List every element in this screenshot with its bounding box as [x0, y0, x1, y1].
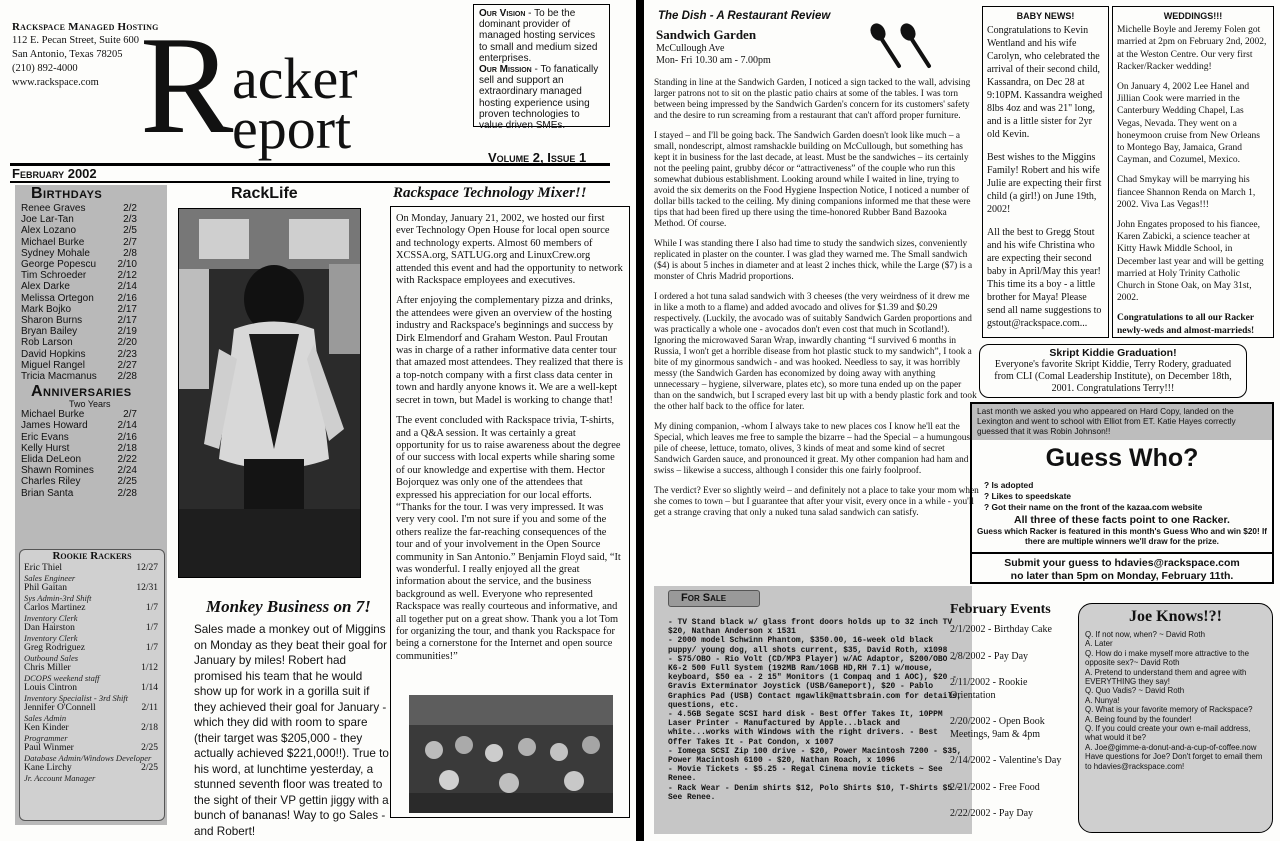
rookie-name: Greg Rodriguez [24, 643, 85, 653]
rookie-date: 2/25 [141, 743, 158, 753]
event-item: 2/14/2002 - Valentine's Day [950, 755, 1062, 766]
weddings-heading: WEDDINGS!!! [1163, 11, 1223, 21]
masthead-eport: eport [232, 96, 352, 161]
weddings-paragraph: John Engates proposed to his fiancee, Karen Zabicki, a science teacher at Kitty Hawk Middle School, in December last year and will be getting married at Holy Trinity Catholic Church in Stone Oak, on May 31st, 2002. [1117, 220, 1264, 304]
rookie-name: Chris Miller [24, 663, 71, 673]
baby-news-paragraph: Best wishes to the Miggins Family! Robert and his wife Julie are expecting their first child (a girl!) on June 19th, 2002! [987, 152, 1102, 215]
mixer-title: Rackspace Technology Mixer!! [393, 185, 587, 201]
event-item: 2/1/2002 - Birthday Cake [950, 624, 1052, 635]
mixer-paragraph: On Monday, January 21, 2002, we hosted our first ever Technology Open House for local open source and technology experts. Almost 60 members of XCSSA.org, SATLUG.org and LinuxCrew.org attended this event and had the opportunity to network with Rackspace employees and executives. [396, 213, 623, 287]
joe-line: Q. How do i make myself more attractive to the opposite sex?~ David Roth [1085, 648, 1250, 668]
rookie-title: Sys Admin-3rd Shift [24, 592, 92, 603]
baby-news-heading: BABY NEWS! [1016, 11, 1075, 21]
person-date: 2/7 [123, 236, 137, 248]
dish-review [654, 78, 979, 528]
person-name: Alex Darke [21, 281, 70, 293]
rookie-name: Eric Thiel [24, 563, 63, 573]
joe-line: A. Joe@gimme-a-donut-and-a-cup-of-coffee.now [1085, 742, 1257, 752]
rookie-date: 1/14 [141, 683, 158, 693]
list-item [15, 315, 167, 326]
guess-who-all-three: All three of these facts point to one Racker. [1014, 514, 1230, 526]
person-name: Tricia Macmanus [21, 371, 97, 383]
list-item [15, 270, 167, 281]
skript-kiddie-heading: Skript Kiddie Graduation! [1049, 347, 1177, 359]
list-item [20, 723, 164, 734]
list-item [20, 663, 164, 674]
guess-clue: ? Likes to speedskate [984, 491, 1072, 501]
joe-line: Q. Quo Vadis? ~ David Roth [1085, 686, 1185, 696]
list-item [15, 465, 167, 476]
guess-clue: ? Is adopted [984, 480, 1034, 490]
rookie-name: Dan Hairston [24, 623, 75, 633]
person-date: 2/28 [117, 487, 137, 499]
person-name: Kelly Hurst [21, 442, 70, 454]
list-item [20, 623, 164, 634]
event-item: 2/11/2002 - Rookie Orientation [950, 677, 1028, 701]
list-item [20, 703, 164, 714]
list-item [15, 371, 167, 382]
monkey-business-text: Sales made a monkey out of Miggins on Monday as they beat their goal for January by miles! Robert had promised his team that he would show up for work in a gorilla suit if they achieved their goal for January - which they did with room to spare (their target was $205,000 - they actually achieved $221,000!!). True to his word, at lunchtime yesterday, a stunned seventh floor was treated to the sight of their VP gettin jiggy with a bunch of bananas! Way to go Sales - and Robert! [194, 623, 389, 838]
rookie-title: Inventory Clerk [24, 612, 78, 623]
person-name: Charles Riley [21, 476, 81, 488]
rookie-date: 12/31 [136, 583, 158, 593]
person-date: 2/20 [117, 337, 137, 349]
guess-who-prize: Guess which Racker is featured in this month's Guess Who and win $20! If there are multiple winners we'll draw for the prize. [977, 527, 1267, 546]
february-events [946, 602, 1076, 834]
divider [10, 181, 610, 183]
issue-date: February 2002 [12, 166, 97, 181]
spoons-icon [866, 22, 936, 72]
person-date: 2/3 [123, 214, 137, 226]
restaurant-name: Sandwich Garden [656, 27, 757, 42]
joe-knows-list [1085, 630, 1266, 771]
person-name: Sharon Burns [21, 315, 83, 327]
list-item [15, 293, 167, 304]
event-item: 2/20/2002 - Open Book Meetings, 9am & 4pm [950, 716, 1045, 740]
person-name: Eric Evans [21, 431, 69, 443]
rookie-name: Louis Cintron [24, 683, 78, 693]
rookie-name: Phil Gaitan [24, 583, 68, 593]
person-date: 2/22 [117, 454, 137, 466]
company-name: Rackspace Managed Hosting [12, 21, 159, 33]
guess-who-submit [972, 552, 1272, 583]
person-date: 2/14 [117, 281, 137, 293]
weddings-paragraph: Michelle Boyle and Jeremy Folen got married at 2pm on February 2nd, 2002, at the Weston Centre. Our very first Racker/Racker wedding! [1117, 25, 1267, 72]
person-name: David Hopkins [21, 348, 86, 360]
for-sale-item: - Rack Wear - Denim shirts $12, Polo Shirts $10, T-Shirts $5 ~ See Renee. [668, 783, 962, 802]
joe-line: Q. If not now, when? ~ David Roth [1085, 630, 1205, 639]
guess-clue: ? Got their name on the front of the kazaa.com website [984, 502, 1203, 512]
vision-text: - To be the dominant provider of managed hosting services to small and medium sized enterprises. [479, 8, 598, 64]
list-item [15, 454, 167, 465]
list-item [15, 443, 167, 454]
guess-submit-line-1: Submit your guess to hdavies@rackspace.com [1004, 557, 1240, 569]
list-item [15, 488, 167, 499]
for-sale-list [668, 618, 966, 802]
person-name: Melissa Ortegon [21, 292, 94, 304]
right-page [644, 0, 1280, 841]
rookie-title: Sales Admin [24, 712, 67, 723]
rookie-name: Paul Winmer [24, 743, 74, 753]
rookie-title: Inventory Clerk [24, 632, 78, 643]
list-item [15, 259, 167, 270]
restaurant-street: McCullough Ave [656, 43, 725, 54]
issue-volume: Volume 2, Issue 1 [488, 150, 587, 165]
joe-line: A. Being found by the founder! [1085, 714, 1192, 724]
anniversaries-heading: Anniversaries [31, 383, 132, 401]
rookie-date: 1/12 [141, 663, 158, 673]
for-sale-item: - TV Stand black w/ glass front doors holds up to 32 inch TV $20, Nathan Anderson x 1531 [668, 618, 953, 637]
weddings-closing: Congratulations to all our Racker newly-weds and almost-marrieds! [1117, 313, 1255, 336]
for-sale-box [654, 586, 972, 834]
person-name: Tim Schroeder [21, 270, 87, 282]
company-phone: (210) 892-4000 [12, 63, 78, 74]
person-date: 2/23 [117, 348, 137, 360]
joe-line: A. Nunya! [1085, 695, 1120, 705]
review-paragraph: My dining companion, -whom I always take to new places cos I know he'll eat the Special, which leaves me free to sample the bizarre – had the Special – a humungous pile of cheese, lettuce, tomato, olives, 3 kinds of meat and some kind of secret Sandwich Garden sauce, and pronounced it great. My other companion had ham and swiss – likewise a success, although I consider this one fairly foolproof. [654, 422, 970, 476]
rookie-date: 1/7 [145, 603, 158, 613]
person-date: 2/19 [117, 326, 137, 338]
person-date: 2/25 [117, 476, 137, 488]
events-list [950, 624, 1072, 821]
rookie-title: DCOPS weekend staff [24, 672, 100, 683]
list-item [15, 409, 167, 420]
list-item [20, 583, 164, 594]
weddings-paragraph: On January 4, 2002 Lee Hanel and Jillian Cook were married in the Canterbury Wedding Chapel, Las Vegas, Nevada. They went on a honeymoon cruise from New Orleans to Montego Bay, Jamaica, Grand Cayman, and Cozumel, Mexico. [1117, 82, 1260, 166]
company-website: www.rackspace.com [12, 77, 99, 88]
vision-label: Our Vision [479, 8, 526, 19]
person-date: 2/17 [117, 303, 137, 315]
person-name: Michael Burke [21, 236, 85, 248]
person-name: Renee Graves [21, 203, 86, 214]
for-sale-item: - Iomega SCSI Zip 100 drive - $20, Power Macintosh 7200 - $35, Power Macintosh 6100 - $20, Nathan Roach, x 1096 [668, 746, 962, 766]
guess-who-last-month: Last month we asked you who appeared on Hard Copy, landed on the Lexington and went to school with Elliot from ET. Katie Hayes correctly guessed that it was Robin Johnson!! [972, 404, 1272, 440]
person-date: 2/16 [117, 431, 137, 443]
anniversaries-subheading: Two Years [69, 399, 111, 410]
guess-who-box [970, 402, 1274, 584]
list-item [15, 237, 167, 248]
birthdays-heading: Birthdays [31, 185, 103, 202]
list-item [20, 563, 164, 574]
list-item [20, 683, 164, 694]
restaurant-hours: Mon- Fri 10.30 am - 7.00pm [656, 55, 771, 66]
for-sale-item: - 4.5GB Segate SCSI hard disk - Best Offer Takes It, 10PPM Laser Printer - Manufactured by Apple...black and white...works with Windows with the right drivers. - Best Offer Takes It - Pat Condon, x 1007 [668, 710, 943, 747]
birthdays-sidebar [15, 185, 167, 825]
rookie-name: Kane Lirchy [24, 763, 72, 773]
masthead-logo [140, 8, 470, 163]
rookie-date: 2/11 [141, 703, 158, 713]
skript-kiddie-text: Everyone's favorite Skript Kiddie, Terry Rodery, graduated from CLI (Comal Leadership Institute), on December 18th, 2001. Congratulations Terry!!! [994, 359, 1232, 394]
rookie-date: 1/7 [145, 623, 158, 633]
person-name: Mark Bojko [21, 303, 72, 315]
person-date: 2/28 [117, 371, 137, 383]
guess-submit-line-2: no later than 5pm on Monday, February 11th. [1010, 570, 1234, 582]
person-date: 2/27 [117, 359, 137, 371]
person-date: 2/2 [123, 203, 137, 214]
mission-text: - To fanatically sell and support an extraordinary managed hosting experience using proven technologies to value driven SMEs. [479, 64, 599, 132]
rookie-title: Inventory Specialist - 3rd Shift [24, 692, 129, 703]
rookie-title: Jr. Account Manager [24, 772, 96, 783]
masthead-r: R [140, 8, 234, 163]
events-heading: February Events [950, 602, 1051, 617]
joe-line: Have questions for Joe? Don't forget to email them to hdavies@rackspace.com! [1085, 752, 1263, 771]
weddings-box [1112, 6, 1274, 338]
joe-line: Q. What is your favorite memory of Rackspace? [1085, 705, 1253, 715]
skript-kiddie-box [979, 344, 1247, 398]
rookie-title: Sales Engineer [24, 572, 76, 583]
event-item: 2/8/2002 - Pay Day [950, 650, 1029, 662]
list-item [20, 643, 164, 654]
list-item [15, 476, 167, 487]
person-date: 2/8 [123, 247, 137, 259]
review-paragraph: The verdict? Ever so slightly weird – and definitely not a place to take your mom when she comes to town – but I guarantee that after your visit, every once in a while - you'll get a strange craving that only a nuked tuna salad sandwich can satisfy. [654, 486, 979, 518]
gorilla-photo-graphic [179, 209, 361, 578]
person-date: 2/16 [117, 292, 137, 304]
rookie-title: Outbound Sales [24, 652, 79, 663]
person-name: Alex Lozano [21, 225, 77, 237]
list-item [15, 349, 167, 360]
rookie-name: Jennifer O'Connell [24, 703, 96, 713]
monkey-business-title: Monkey Business on 7! [206, 597, 371, 616]
list-item [15, 225, 167, 236]
person-name: Shawn Romines [21, 465, 94, 477]
rookie-date: 12/27 [136, 563, 158, 573]
list-item [20, 743, 164, 754]
rookie-date: 1/7 [145, 643, 158, 653]
mixer-paragraph: After enjoying the complementary pizza and drinks, the attendees were given an overview of the hosting industry and Rackspace's beginnings and success by Dirk Elmendorf and Graham Weston. Paul Froutan was in charge of a rather informative data center tour that amazed most attendees. They realized that there is a top-notch company with a first class data center in town and hardly anyone knows it. We are a well-kept secret in town, but Madel is working to change that! [396, 295, 623, 406]
for-sale-heading: For Sale [668, 590, 760, 607]
list-item [15, 326, 167, 337]
person-date: 2/18 [117, 442, 137, 454]
rookie-title: Programmer [24, 732, 68, 743]
rookie-date: 2/25 [141, 763, 158, 773]
person-date: 2/24 [117, 465, 137, 477]
company-address-1: 112 E. Pecan Street, Suite 600 [12, 35, 140, 46]
joe-line: A. Later [1085, 639, 1113, 649]
person-name: James Howard [21, 420, 88, 432]
person-name: Michael Burke [21, 409, 85, 421]
person-date: 2/10 [117, 259, 137, 271]
rookie-rackers-heading: Rookie Rackers [52, 550, 132, 562]
person-name: Miguel Rangel [21, 359, 85, 371]
person-date: 2/12 [117, 270, 137, 282]
person-name: George Popescu [21, 259, 97, 271]
rookie-name: Ken Kinder [24, 723, 69, 733]
weddings-paragraph: Chad Smykay will be marrying his fiancee Shannon Renda on March 1, 2002. Viva Las Vegas!!! [1117, 175, 1256, 210]
person-name: Brian Santa [21, 487, 74, 499]
list-item [15, 337, 167, 348]
list-item [15, 360, 167, 371]
rookie-date: 2/18 [141, 723, 158, 733]
person-date: 2/17 [117, 315, 137, 327]
joe-line: A. Pretend to understand them and agree with EVERYTHING they say! [1085, 667, 1247, 687]
company-address-2: San Antonio, Texas 78205 [12, 49, 123, 60]
guess-who-title: Guess Who? [1045, 444, 1199, 472]
baby-news-paragraph: Congratulations to Kevin Wentland and his wife Carolyn, who celebrated the arrival of their second child, Kassandra, on Dec 28 at 9:10PM. Kassandra weighed 8lbs 4oz and was 21" long, and is a little sister for 2yr old Kevin. [987, 25, 1103, 140]
list-item [20, 603, 164, 614]
list-item [20, 763, 164, 774]
vision-mission-box [473, 4, 610, 132]
person-name: Joe Lar-Tan [21, 214, 74, 226]
review-paragraph: While I was standing there I also had time to study the sandwich sizes, conveniently replicated in plaster on the counter. I was glad they warned me. The Small sandwich ($4) is about 5 inches in diameter and at least 2 inches thick, while the Large ($7) is a monster of Chris Madrid proportions. [654, 239, 973, 282]
masthead-acker: acker [232, 46, 358, 111]
event-item: 2/22/2002 - Pay Day [950, 808, 1034, 819]
rookie-name: Carlos Martinez [24, 603, 86, 613]
racklife-title: RackLife [231, 185, 298, 202]
mixer-paragraph: The event concluded with Rackspace trivia, T-shirts, and a Q&A session. It was certainly a great opportunity for us to raise awareness about the degree of our success with local experts while sharing some of our knowledge and expertise with them. Hector Bojorquez was only one of the attendees that expressed his appreciation for our local efforts. “Thanks for the tour. I was very impressed. It was very very cool. I'm not sure if you and some of the others realize the far-reaching consequences of the tour and of your involvement in the Open Source community in San Antonio.” Benjamin Floyd said, “It was wonderful. I really enjoyed all the great information about the service, and the business background as well. Everyone who represented Rackspace was really courteous and informative, and all together put on a great show. Thank you a lot Tom for organizing the tour, and thank you Rackspace for being a cornerstone for the Internet and open source communities!” [396, 415, 621, 662]
baby-news-box [982, 6, 1109, 338]
crowd-photo-graphic [409, 695, 613, 813]
list-item [15, 432, 167, 443]
person-name: Rob Larson [21, 337, 73, 349]
joe-line: Q. If you could create your own e-mail address, what would it be? [1085, 724, 1251, 743]
anniversaries-list [15, 409, 167, 499]
mixer-article [390, 206, 630, 818]
person-date: 2/5 [123, 225, 137, 237]
list-item [15, 304, 167, 315]
joe-knows-box [1078, 603, 1273, 833]
list-item [15, 281, 167, 292]
person-date: 2/14 [117, 420, 137, 432]
page-spine [636, 0, 644, 841]
rookie-rackers-box [19, 549, 165, 821]
birthdays-list [15, 203, 167, 382]
person-name: Sydney Mohale [21, 247, 90, 259]
review-paragraph: I ordered a hot tuna salad sandwich with 3 cheeses (the very weirdness of it drew me in like a moth to a flame) and added avocado and olives for $1.39 and $0.29 respectively. (Luckily, the avocado was of suitably Sandwich Garden proportions and was practically a whole one - avocados don't even cost that much in Scotland!). Ignoring the microwaved Saran Wrap, inwardly chanting “I survived 6 months in Russia, I won't get a horrible disease from hot plastic stuck to my sandwich”, I took a bite of my ginormous sandwich - and was hooked. Needless to say, it was horribly messy (the Sandwich Garden has economized by doing away with anything unnecessary – hygiene, silverware, plates etc), so more tuna ended up on the paper than on the sandwich, but I scraped every last bit up with a bendy plastic fork and took the other half back to the office for later. [654, 292, 977, 412]
list-item [15, 420, 167, 431]
list-item [15, 248, 167, 259]
list-item [15, 214, 167, 225]
event-item: 2/21/2002 - Free Food [950, 781, 1040, 793]
list-item [15, 203, 167, 214]
for-sale-item: - Movie Tickets - $5.25 - Regal Cinema movie tickets ~ See Renee. [668, 765, 943, 784]
review-paragraph: I stayed – and I'll be going back. The Sandwich Garden doesn't look like much – a small, nondescript, almost ramshackle building on McCullough, but something has kept it in business for the last decade, at least. Must be the sandwiches – its certainly not the peeling paint, grubby décor or “attractiveness” of the couple who run this somewhat dubious establishment. Looking around while I waited in line, trying to avoid the six demerits on the Food Hygiene Inspection Notice, I noticed a number of dollar bills tacked to the ceiling. My dining companions informed me that these were tips that had been fired up there using the time-honored Rubber Band Bazooka Method. Of course. [654, 131, 971, 229]
left-page [0, 0, 636, 841]
mission-label: Our Mission [479, 64, 532, 76]
gorilla-suit-photo [178, 208, 361, 578]
person-name: Bryan Bailey [21, 326, 78, 338]
joe-knows-heading: Joe Knows!?! [1129, 608, 1222, 625]
restaurant-info [656, 43, 771, 67]
review-paragraph: Standing in line at the Sandwich Garden, I noticed a sign tacked to the wall, advising larger patrons not to sit on the plastic patio chairs at some of the tables. I was torn between being impressed by the Sandwich Garden's concern for its customers' safety and the desire to run screaming from a restaurant that can't afford proper furniture. [654, 78, 971, 121]
rookie-title: Database Admin/Windows Developer [24, 752, 152, 763]
person-name: Elida DeLeon [21, 454, 82, 466]
rookie-list [20, 563, 164, 783]
crowd-photo [409, 695, 613, 813]
person-date: 2/7 [123, 409, 137, 421]
baby-news-paragraph: All the best to Gregg Stout and his wife Christina who are expecting their second baby in April/May this year! This time its a boy - a little brother for Maya! Please send all name suggestions to gstout@rackspace.com... [987, 227, 1102, 329]
guess-who-clues [984, 480, 1264, 513]
for-sale-item: - 2000 model Schwinn Phantom, $350.00, 16-week old black puppy/ young dog, all shots current, $35, David Roth, x1098 [668, 636, 948, 655]
dish-title: The Dish - A Restaurant Review [658, 10, 831, 22]
for-sale-item: - $75/OBO - Rio Volt (CD/MP3 Player) w/AC Adaptor, $200/OBO - K6-2 500 Full System (192MB Ram/10GB HD,RH 7.1) w/mouse, keyboard, $50 ea - 2 15" Monitors (1 Compaq and 1 AOC), $20 - Gravis Exterminator Joystick (USB/Gameport), $20 - Pablo Graphics Pad (USB) Contact mgawlik@mattsbrain.com for details, questions, etc. [668, 654, 962, 710]
